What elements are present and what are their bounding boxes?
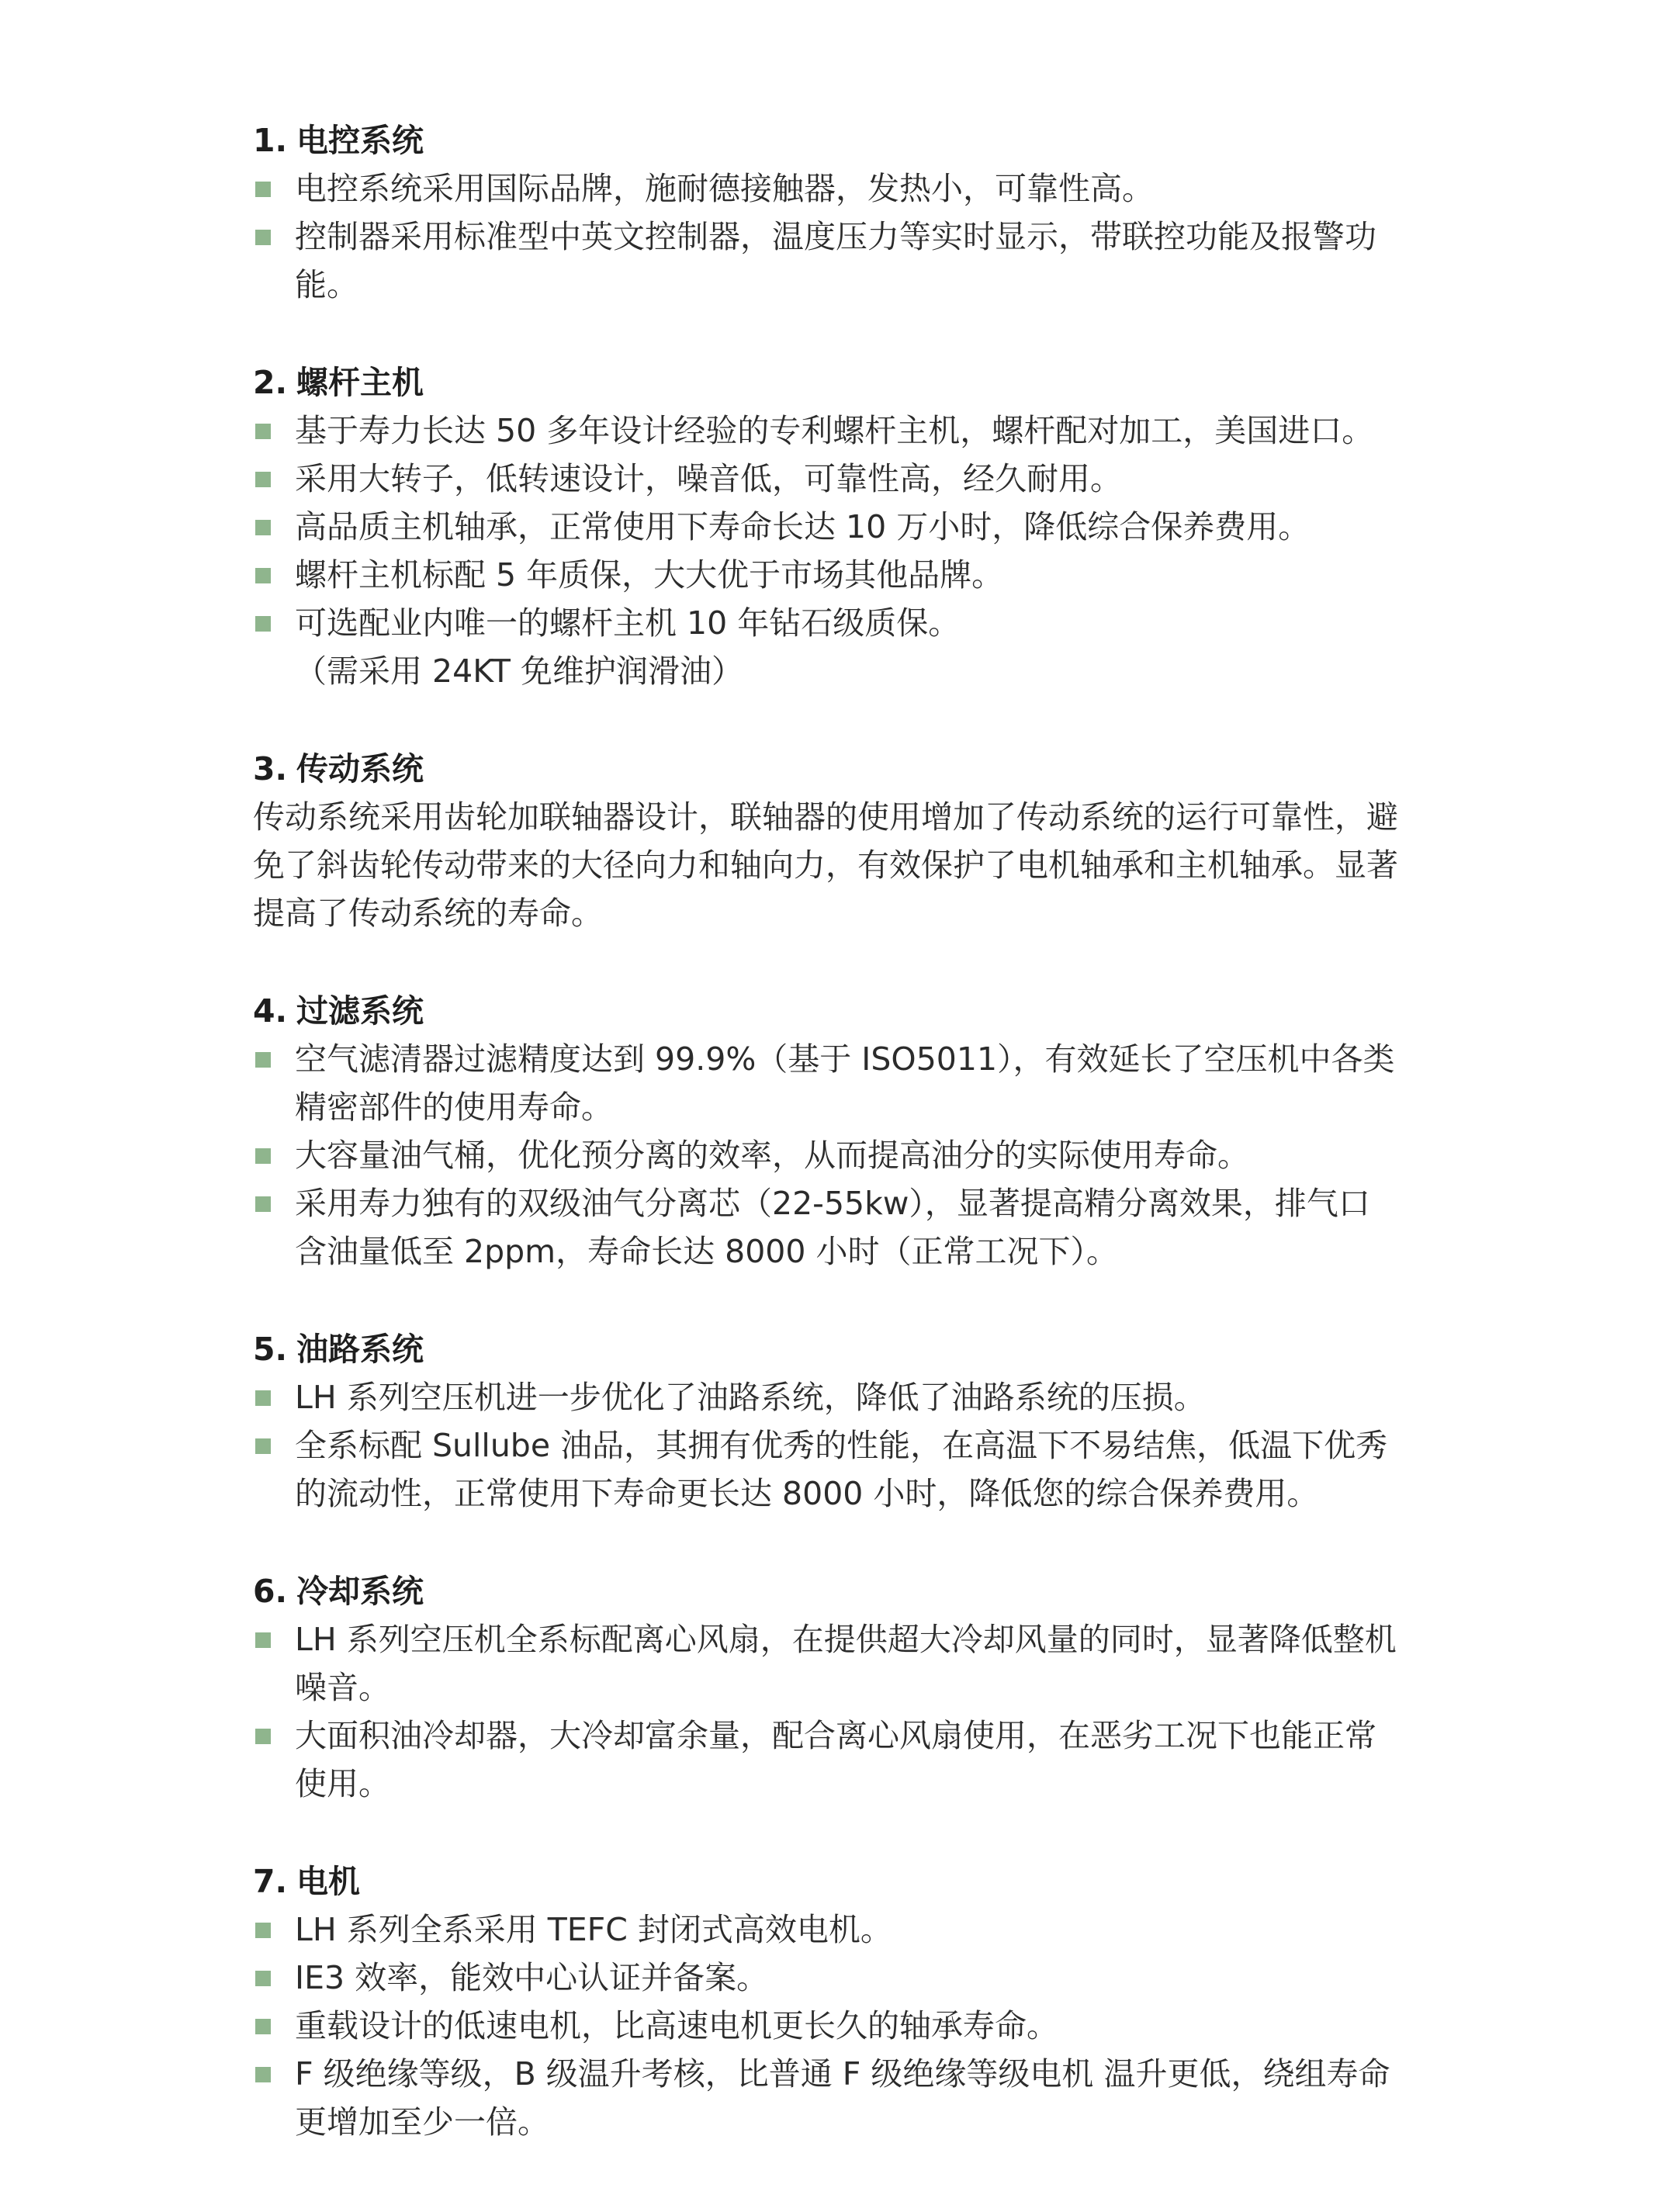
section-electric-control [253, 116, 1401, 309]
square-bullet-icon [255, 2067, 271, 2082]
list-item-text: 采用寿力独有的双级油气分离芯（22-55kw），显著提高精分离效果，排气口含油量低至 2ppm，寿命长达 8000 小时（正常工况下）。 [295, 1185, 1370, 1270]
list-item [253, 1906, 1401, 1954]
list-item-text: 控制器采用标准型中英文控制器，温度压力等实时显示，带联控功能及报警功能。 [295, 218, 1376, 303]
list-item [253, 1954, 1401, 2002]
square-bullet-icon [255, 182, 271, 197]
list-item-text: 大容量油气桶，优化预分离的效率，从而提高油分的实际使用寿命。 [295, 1137, 1249, 1174]
list-item [253, 2002, 1401, 2050]
square-bullet-icon [255, 1196, 271, 1212]
section-number: 6. [253, 1573, 288, 1610]
section-title: 电控系统 [296, 122, 424, 159]
section-oil-circuit [253, 1325, 1401, 1518]
section-title: 螺杆主机 [296, 364, 424, 401]
list-item [253, 1373, 1401, 1421]
bullet-list [253, 164, 1401, 309]
list-item [253, 455, 1401, 503]
square-bullet-icon [255, 2019, 271, 2034]
list-item-text: 高品质主机轴承，正常使用下寿命长达 10 万小时，降低综合保养费用。 [295, 508, 1311, 545]
square-bullet-icon [255, 1923, 271, 1938]
list-item [253, 551, 1401, 599]
square-bullet-icon [255, 1438, 271, 1454]
square-bullet-icon [255, 616, 271, 632]
section-number: 2. [253, 364, 288, 401]
section-title: 油路系统 [296, 1331, 424, 1368]
section-cooling [253, 1567, 1401, 1808]
list-item-text: 空气滤清器过滤精度达到 99.9%（基于 ISO5011），有效延长了空压机中各类精密部件的使用寿命。 [295, 1040, 1395, 1126]
list-item [253, 1179, 1401, 1276]
section-screw-airend [253, 358, 1401, 695]
list-item-text: IE3 效率，能效中心认证并备案。 [295, 1959, 769, 1996]
square-bullet-icon [255, 520, 271, 535]
section-heading [253, 1567, 1401, 1615]
list-item-text: 基于寿力长达 50 多年设计经验的专利螺杆主机，螺杆配对加工，美国进口。 [295, 412, 1374, 449]
list-item [253, 407, 1401, 455]
section-heading [253, 745, 1401, 793]
square-bullet-icon [255, 1052, 271, 1068]
list-item-text: LH 系列空压机进一步优化了油路系统，降低了油路系统的压损。 [295, 1379, 1206, 1416]
section-title: 过滤系统 [296, 992, 424, 1030]
section-heading [253, 358, 1401, 407]
section-heading [253, 987, 1401, 1035]
square-bullet-icon [255, 424, 271, 439]
bullet-list [253, 1035, 1401, 1276]
section-number: 7. [253, 1863, 288, 1900]
list-item-text: 大面积油冷却器，大冷却富余量，配合离心风扇使用，在恶劣工况下也能正常使用。 [295, 1717, 1376, 1802]
section-title: 传动系统 [296, 750, 424, 788]
bullet-list [253, 407, 1401, 647]
square-bullet-icon [255, 1390, 271, 1406]
square-bullet-icon [255, 1971, 271, 1986]
section-title: 电机 [296, 1863, 360, 1900]
list-item-text: 可选配业内唯一的螺杆主机 10 年钻石级质保。 [295, 604, 961, 642]
section-number: 3. [253, 750, 288, 788]
section-heading [253, 116, 1401, 164]
list-item [253, 503, 1401, 551]
section-paragraph: 传动系统采用齿轮加联轴器设计，联轴器的使用增加了传动系统的运行可靠性，避免了斜齿轮传动带来的大径向力和轴向力，有效保护了电机轴承和主机轴承。显著提高了传动系统的寿命。 [253, 798, 1398, 932]
list-item [253, 1035, 1401, 1131]
list-item-text: LH 系列空压机全系标配离心风扇，在提供超大冷却风量的同时，显著降低整机噪音。 [295, 1621, 1397, 1706]
square-bullet-icon [255, 230, 271, 245]
list-item [253, 1131, 1401, 1179]
section-heading [253, 1325, 1401, 1373]
section-number: 1. [253, 122, 288, 159]
list-item-text: LH 系列全系采用 TEFC 封闭式高效电机。 [295, 1911, 892, 1948]
square-bullet-icon [255, 472, 271, 487]
section-transmission [253, 745, 1401, 937]
list-item [253, 599, 1401, 647]
list-item [253, 1615, 1401, 1712]
list-item-text: 电控系统采用国际品牌，施耐德接触器，发热小，可靠性高。 [295, 170, 1154, 207]
section-heading [253, 1857, 1401, 1906]
section-filtration [253, 987, 1401, 1276]
list-item-text: 全系标配 Sullube 油品，其拥有优秀的性能，在高温下不易结焦，低温下优秀的流动性，正常使用下寿命更长达 8000 小时，降低您的综合保养费用。 [295, 1427, 1388, 1512]
list-item [253, 2050, 1401, 2146]
list-item [253, 1712, 1401, 1808]
section-title: 冷却系统 [296, 1573, 424, 1610]
list-item [253, 213, 1401, 309]
document-page [253, 116, 1401, 2146]
list-item-text: F 级绝缘等级，B 级温升考核，比普通 F 级绝缘等级电机 温升更低，绕组寿命更增加至少一倍。 [295, 2055, 1390, 2141]
square-bullet-icon [255, 1729, 271, 1744]
list-item-text: 采用大转子，低转速设计，噪音低，可靠性高，经久耐用。 [295, 460, 1122, 497]
bullet-list [253, 1906, 1401, 2146]
section-number: 5. [253, 1331, 288, 1368]
bullet-list [253, 1615, 1401, 1808]
list-item [253, 1421, 1401, 1518]
note-text: （需采用 24KT 免维护润滑油） [295, 653, 743, 690]
bullet-list [253, 1373, 1401, 1518]
section-motor [253, 1857, 1401, 2146]
square-bullet-icon [255, 568, 271, 583]
section-number: 4. [253, 992, 288, 1030]
square-bullet-icon [255, 1632, 271, 1648]
list-item-text: 重载设计的低速电机，比高速电机更长久的轴承寿命。 [295, 2007, 1058, 2044]
square-bullet-icon [255, 1148, 271, 1164]
list-item [253, 164, 1401, 213]
list-item-text: 螺杆主机标配 5 年质保，大大优于市场其他品牌。 [295, 556, 1004, 594]
